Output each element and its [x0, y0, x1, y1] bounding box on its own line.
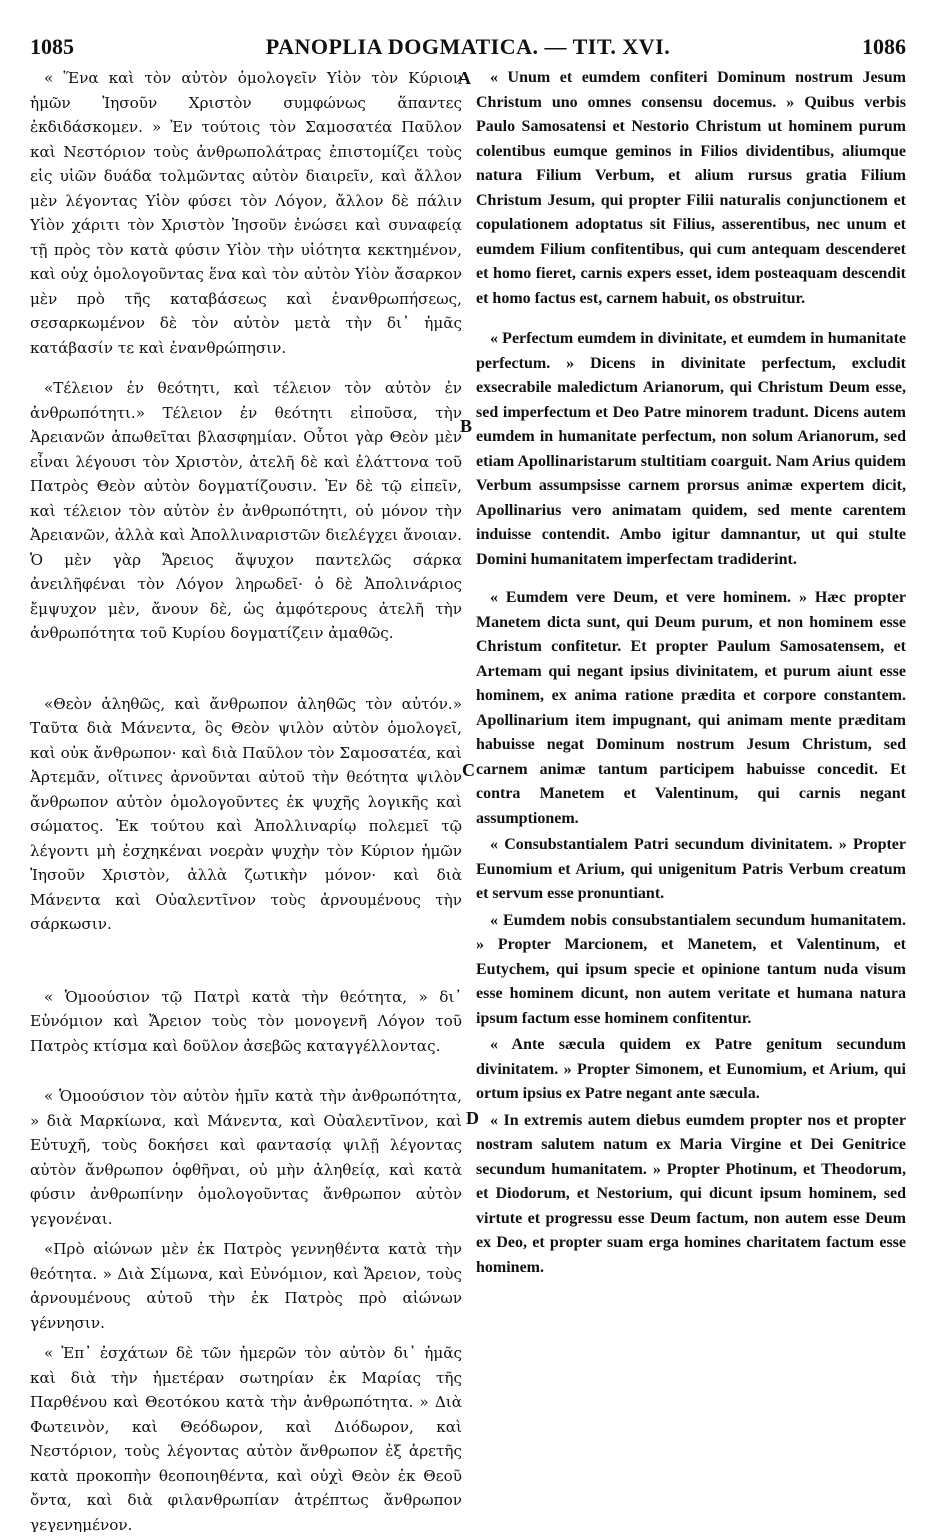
latin-paragraph: « Ante sæcula quidem ex Patre genitum secundum divinitatem. » Propter Simonem, et Eunomium, et Arium, qui ortum ipsius ex Patre negant ante sæcula.: [476, 1036, 906, 1102]
greek-paragraph: «Πρὸ αἰώνων μὲν ἐκ Πατρὸς γεννηθέντα κατὰ τὴν θεότητα. » Διὰ Σίμωνα, καὶ Εὐνόμιον, καὶ Ἄρειον, τοὺς ἀρνουμένους αὐτοῦ τὴν ἐκ Πατρὸς πρὸ αἰώνων γέννησιν.: [30, 1240, 462, 1332]
greek-paragraph: « Ὁμοούσιον τὸν αὐτὸν ἡμῖν κατὰ τὴν ἀνθρωπότητα, » διὰ Μαρκίωνα, καὶ Μάνεντα, καὶ Οὐαλεντῖνον, καὶ Εὐτυχῆ, τοὺς δοκήσει καὶ φαντασίᾳ ψιλῇ λέγοντας αὐτὸν ἄνθρωπον ὀφθῆναι, οὐ μὴν ἀληθείᾳ, καὶ κατὰ φύσιν ἀνθρωπίνην ὁμολογοῦντας ἄνθρωπον αὐτὸν γεγονέναι.: [30, 1087, 462, 1228]
latin-column: [476, 66, 906, 1532]
greek-paragraph: « Ἕνα καὶ τὸν αὐτὸν ὁμολογεῖν Υἱὸν τὸν Κύριον ἡμῶν Ἰησοῦν Χριστὸν συμφώνως ἅπαντες ἐκδιδάσκομεν. » Ἐν τούτοις τὸν Σαμοσατέα Παῦλον καὶ Νεστόριον τοὺς ἀνθρωπολάτρας ἐπιστομίζει τοὺς εἰς υἱῶν δυάδα τολμῶντας αὐτὸν διαιρεῖν, καὶ ἄλλον μὲν λέγοντας Υἱὸν φύσει τὸν Λόγον, ἄλλον δὲ πάλιν Υἱὸν χάριτι τὸν Χριστὸν Ἰησοῦν ἑνώσει καὶ συναφείᾳ τῇ πρὸς τὸν κατὰ φύσιν Υἱὸν τὴν υἱότητα κεκτημένον, καὶ οὐχ ὁμολογοῦντας ἕνα καὶ τὸν αὐτὸν Υἱὸν ἄσαρκον μὲν πρὸ τῆς καταβάσεως καὶ ἐνανθρωπήσεως, σεσαρκωμένον δὲ τὸν αὐτὸν μετὰ τὴν δι᾽ ἡμᾶς κατάβασίν τε καὶ ἐνανθρώπησιν.: [30, 69, 462, 357]
section-marker-c: C: [462, 760, 475, 780]
latin-paragraph: « In extremis autem diebus eumdem propter nos et propter nostram salutem natum ex Maria Virgine et Dei Genitrice secundum humanitatem. » Propter Photinum, et Theodorum, et Diodorum, et Nestorium, qui dicunt ipsum hominem, sed virtute et progressu esse Deum factum, non autem esse Deum ex Deo, et propter suam erga homines charitatem factum esse hominem.: [476, 1111, 906, 1276]
section-marker-b: B: [460, 416, 473, 436]
section-marker-a: A: [458, 68, 471, 88]
greek-column: [30, 66, 462, 1532]
section-marker-d: D: [466, 1108, 479, 1128]
greek-paragraph: «Τέλειον ἐν θεότητι, καὶ τέλειον τὸν αὐτὸν ἐν ἀνθρωπότητι.» Τέλειον ἐν θεότητι εἰποῦσα, τὴν Ἀρειανῶν ἀπωθεῖται βλασφημίαν. Οὗτοι γὰρ Θεὸν μὲν εἶναι λέγουσι τὸν Χριστὸν, ἀτελῆ δὲ καὶ ἐλάττονα τοῦ Πατρὸς Θεὸν αὐτὸν δογματίζουσιν. Ἐν δὲ τῷ εἰπεῖν, καὶ τέλειον τὸν αὐτὸν ἐν ἀνθρωπότητι, οὐ μόνον τὴν Ἀρειανῶν, ἀλλὰ καὶ Ἀπολλιναριστῶν διελέγχει ἄνοιαν. Ὁ μὲν γὰρ Ἄρειος ἄψυχον παντελῶς σάρκα ἀνειλῆφέναι τὸν Λόγον ληρωδεῖ· ὁ δὲ Ἀπολινάριος ἔμψυχον μὲν, ἄνουν δὲ, ὡς ἀμφότερους ἀτελῆ τὴν ἀνθρωπότητα τοῦ Κυρίου δογματίζειν ἀμαθῶς.: [30, 379, 462, 642]
page-number-right: 1086: [862, 34, 906, 59]
latin-paragraph: « Unum et eumdem confiteri Dominum nostrum Jesum Christum uno omnes consensu docemus. » Quibus verbis Paulo Samosatensi et Nestorio Christum ut hominem purum colentibus eumque geminos in Filios dividentibus, aliumque natura Filium Verbum, et alium rursus gratia Filium Christum Jesum, qui propter Filii naturalis conjunctionem et copulationem adoptatus sit Filius, asserentibus, nec unum et eumdem Filium confitentibus, qui cum antequam descenderet et homo fieret, carnis expers esset, idem posteaquam descendit et homo factus est, carnem habuit, os obstruitur.: [476, 69, 906, 307]
latin-paragraph: « Eumdem vere Deum, et vere hominem. » Hæc propter Manetem dicta sunt, qui Deum purum, et non hominem esse Christum confitetur. Et propter Paulum Samosatensem, et Artemam qui negant ipsius divinitatem, et purum aiunt esse hominem, ex anima ratione prædita et corpore constantem. Apollinarium item impugnant, qui animam mente præditam habuisse negat Dominum nostrum Jesum Christum, sed carnem animæ tantum participem habuisse concedit. Et contra Manetem et Valentinum, qui carnis negant assumptionem.: [476, 589, 906, 827]
greek-paragraph: « Ἐπ᾽ ἐσχάτων δὲ τῶν ἡμερῶν τὸν αὐτὸν δι᾽ ἡμᾶς καὶ διὰ τὴν ἡμετέραν σωτηρίαν ἐκ Μαρίας τῆς Παρθένου καὶ Θεοτόκου κατὰ τὴν ἀνθρωπότητα. » Διὰ Φωτεινὸν, καὶ Θεόδωρον, καὶ Διόδωρον, καὶ Νεστόριον, τοὺς λέγοντας αὐτὸν ἄνθρωπον ἐξ ἀρετῆς κατὰ προκοπὴν θεοποιηθέντα, καὶ οὐχὶ Θεὸν ἐκ Θεοῦ ὄντα, καὶ διὰ φιλανθρωπίαν ἀτρέπτως ἄνθρωπον γεγενημένον.: [30, 1344, 462, 1532]
page-number-left: 1085: [30, 34, 74, 59]
page-header: [30, 30, 906, 66]
running-title: PANOPLIA DOGMATICA. — TIT. XVI.: [265, 34, 671, 59]
latin-paragraph: « Eumdem nobis consubstantialem secundum humanitatem. » Propter Marcionem, et Manetem, et Valentinum, et Eutychem, qui ipsum specie et opinione tantum nuda visum esse hominem dicunt, non autem veritate et humana natura ipsum factum esse hominem confitentur.: [476, 911, 906, 1027]
latin-paragraph: « Perfectum eumdem in divinitate, et eumdem in humanitate perfectum. » Dicens in divinitate perfectum, excludit exsecrabile maledictum Arianorum, qui Christum Deum esse, sed imperfectum et Deo Patre minorem tradunt. Dicens autem eumdem in humanitate perfectum, non solum Arianorum, sed etiam Apollinaristarum stultitiam coarguit. Nam Arius quidem Verbum assumpsisse carnem prorsus animæ expertem dicit, Apollinarius vero animatam quidem, sed mente carentem induisse contendit. Ambo igitur damnantur, ut qui stulte Domini humanitatem imperfectam tradiderint.: [476, 330, 906, 568]
greek-paragraph: «Θεὸν ἀληθῶς, καὶ ἄνθρωπον ἀληθῶς τὸν αὐτόν.» Ταῦτα διὰ Μάνεντα, ὃς Θεὸν ψιλὸν αὐτὸν ὁμολογεῖ, καὶ οὐκ ἄνθρωπον· καὶ διὰ Παῦλον τὸν Σαμοσατέα, καὶ Ἀρτεμᾶν, οἵτινες ἀρνοῦνται αὐτοῦ τὴν θεότητα ψιλὸν ἄνθρωπον αὐτὸν ὁμολογοῦντες ἐκ ψυχῆς λογικῆς καὶ σώματος. Ἐκ τούτου καὶ Ἀπολλιναρίῳ πολεμεῖ τῷ λέγοντι μὴ ἐσχηκέναι νοερὰν ψυχὴν τὸν Κύριον ἡμῶν Ἰησοῦν Χριστὸν, ἀλλὰ ζωτικὴν μόνον· καὶ διὰ Μάνεντα καὶ Οὐαλεντῖνον τοὺς ἀρνουμένους τὴν σάρκωσιν.: [30, 694, 462, 933]
latin-paragraph: « Consubstantialem Patri secundum divinitatem. » Propter Eunomium et Arium, qui unigenitum Patris Verbum creatum et servum esse pronuntiant.: [476, 836, 906, 902]
greek-paragraph: « Ὁμοούσιον τῷ Πατρὶ κατὰ τὴν θεότητα, » δι᾽ Εὐνόμιον καὶ Ἄρειον τοὺς τὸν μονογενῆ Λόγον τοῦ Πατρὸς κτίσμα καὶ δοῦλον ἀσεβῶς καταγγέλλοντας.: [30, 987, 462, 1055]
